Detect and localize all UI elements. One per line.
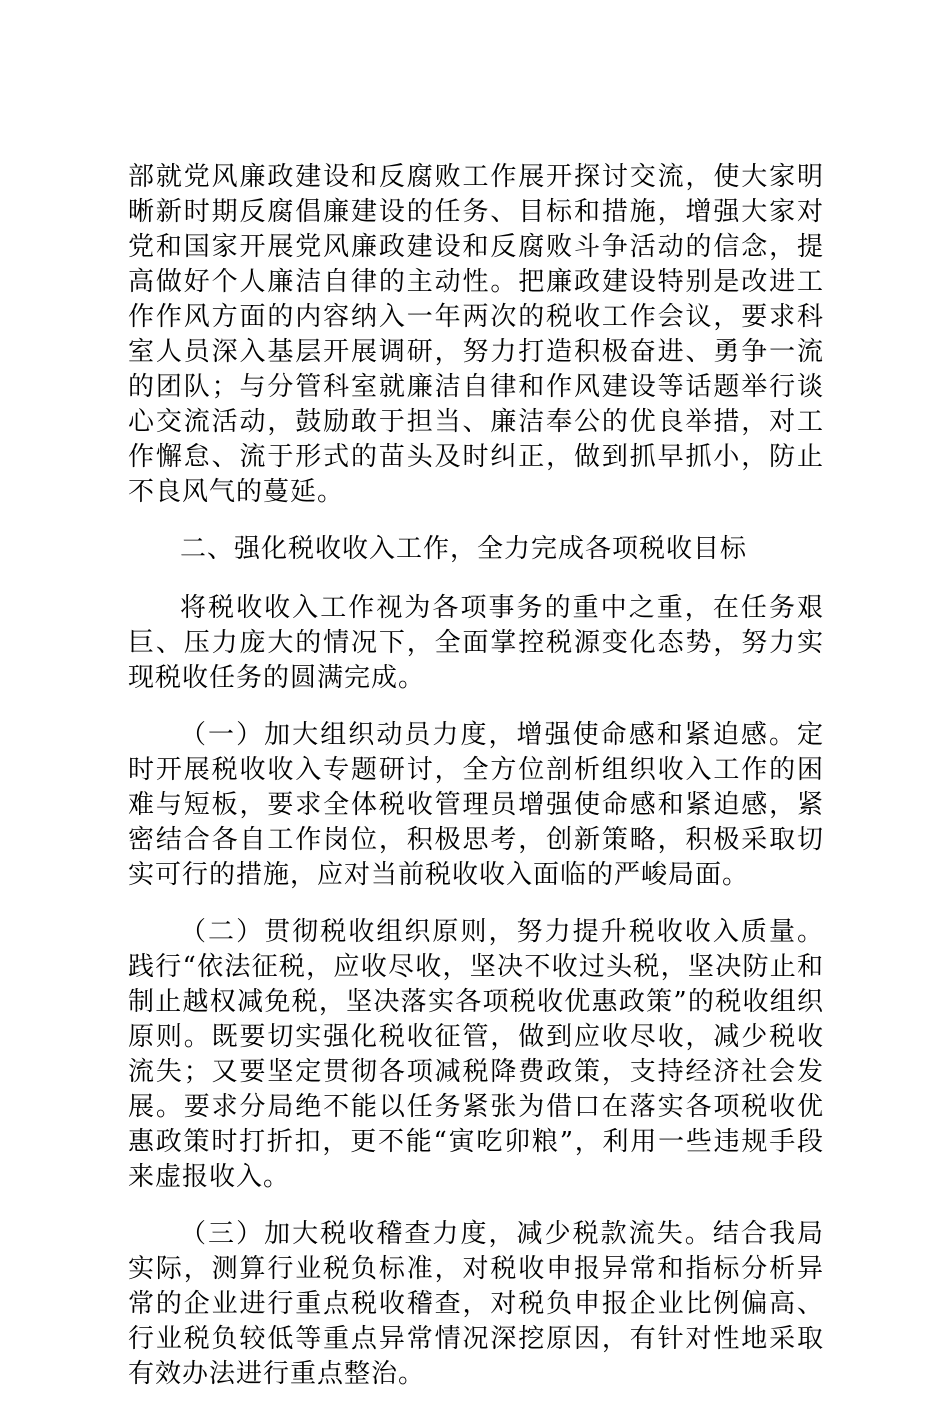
paragraph-item-3: （三）加大税收稽查力度，减少税款流失。结合我局实际，测算行业税负标准，对税收申报异常和指标分析异常的企业进行重点税收稽查，对税负申报企业比例偏高、行业税负较低等重点异常情况深挖原因，有针对性地采取有效办法进行重点整治。 bbox=[128, 1219, 824, 1389]
section-heading: 二、强化税收收入工作，全力完成各项税收目标 bbox=[180, 534, 748, 564]
paragraph-item-2: （二）贯彻税收组织原则，努力提升税收收入质量。践行“依法征税，应收尽收，坚决不收过头税，坚决防止和制止越权减免税，坚决落实各项税收优惠政策”的税收组织原则。既要切实强化税收征管，做到应收尽收，减少税收流失；又要坚定贯彻各项减税降费政策，支持经济社会发展。要求分局绝不能以任务紧张为借口在落实各项税收优惠政策时打折扣，更不能“寅吃卯粮”，利用一些违规手段来虚报收入。 bbox=[128, 917, 824, 1192]
paragraph-item-1: （一）加大组织动员力度，增强使命感和紧迫感。定时开展税收收入专题研讨，全方位剖析组织收入工作的困难与短板，要求全体税收管理员增强使命感和紧迫感，紧密结合各自工作岗位，积极思考，创新策略，积极采取切实可行的措施，应对当前税收收入面临的严峻局面。 bbox=[128, 720, 824, 890]
paragraph-intro: 将税收收入工作视为各项事务的重中之重，在任务艰巨、压力庞大的情况下，全面掌控税源变化态势，努力实现税收任务的圆满完成。 bbox=[128, 593, 824, 693]
paragraph-continuation: 部就党风廉政建设和反腐败工作展开探讨交流，使大家明晰新时期反腐倡廉建设的任务、目标和措施，增强大家对党和国家开展党风廉政建设和反腐败斗争活动的信念，提高做好个人廉洁自律的主动性。把廉政建设特别是改进工作作风方面的内容纳入一年两次的税收工作会议，要求科室人员深入基层开展调研，努力打造积极奋进、勇争一流的团队；与分管科室就廉洁自律和作风建设等话题举行谈心交流活动，鼓励敢于担当、廉洁奉公的优良举措，对工作懈怠、流于形式的苗头及时纠正，做到抓早抓小，防止不良风气的蔓延。 bbox=[128, 162, 824, 507]
document-body bbox=[128, 160, 824, 1414]
